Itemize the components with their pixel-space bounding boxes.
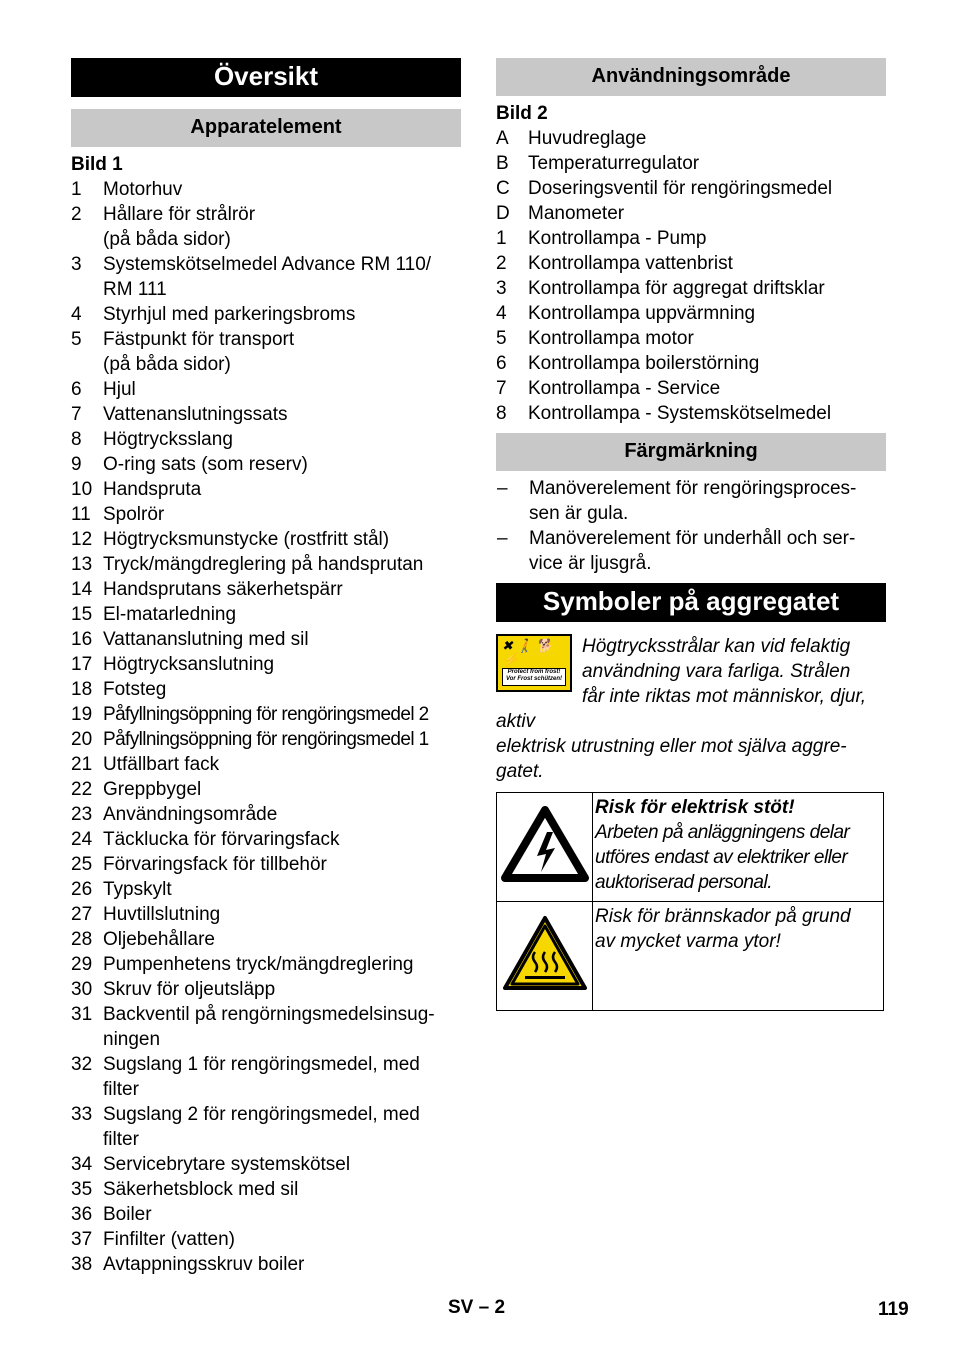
list-item	[71, 702, 461, 727]
item-number: 17	[71, 654, 93, 675]
item-text	[103, 1052, 461, 1102]
item-number: 10	[71, 479, 93, 500]
list-item	[71, 827, 461, 852]
item-text	[103, 1227, 461, 1252]
item-text	[103, 1102, 461, 1152]
item-text-line: ningen	[103, 1029, 161, 1050]
item-text-line: filter	[103, 1129, 139, 1150]
item-text	[103, 502, 461, 527]
warning-line: gatet.	[496, 761, 544, 782]
symbol-heading: Risk för elektrisk stöt!	[595, 797, 795, 818]
item-text	[103, 827, 461, 852]
item-number: 8	[71, 429, 82, 450]
list-item	[71, 927, 461, 952]
item-number: 36	[71, 1204, 93, 1225]
list-item	[71, 602, 461, 627]
component-list	[71, 177, 461, 1277]
item-text-line: Användningsområde	[103, 804, 278, 825]
item-number: 13	[71, 554, 93, 575]
item-text-line: Säkerhetsblock med sil	[103, 1179, 299, 1200]
item-number: 9	[71, 454, 82, 475]
item-text-line: Påfyllningsöppning för rengöringsmedel 1	[103, 729, 429, 750]
list-item	[496, 526, 886, 576]
list-item	[71, 477, 461, 502]
symbol-line: auktoriserad personal.	[595, 872, 772, 893]
item-text-line: Avtappningsskruv boiler	[103, 1254, 305, 1275]
item-text	[103, 1002, 461, 1052]
item-text: Kontrollampa - Service	[528, 378, 721, 399]
item-text-line: Manöverelement för rengöringsproces-	[529, 478, 857, 499]
item-number: B	[496, 153, 509, 174]
item-text	[103, 552, 461, 577]
item-number: 4	[496, 303, 507, 324]
symbols-table	[496, 792, 884, 1011]
symbol-line: Arbeten på anläggningens delar	[595, 822, 850, 843]
item-number: 4	[71, 304, 82, 325]
symbol-text-cell	[593, 793, 884, 902]
frost-label: Protect from frost! Vor Frost schützen!	[502, 668, 566, 686]
list-item	[71, 802, 461, 827]
item-text	[103, 327, 461, 377]
item-number: 21	[71, 754, 93, 775]
item-text	[103, 302, 461, 327]
item-number: 35	[71, 1179, 93, 1200]
item-number: D	[496, 203, 510, 224]
list-item	[71, 502, 461, 527]
section-heading-apparatelement: Apparatelement	[71, 109, 461, 147]
list-item	[496, 476, 886, 526]
symbol-icon-cell	[497, 902, 593, 1011]
list-item	[71, 952, 461, 977]
item-text-line: O-ring sats (som reserv)	[103, 454, 308, 475]
item-text: Manometer	[528, 203, 625, 224]
item-text: Doseringsventil för rengöringsmedel	[528, 178, 833, 199]
list-item	[71, 852, 461, 877]
item-number: 37	[71, 1229, 93, 1250]
item-number: 24	[71, 829, 93, 850]
item-text	[103, 777, 461, 802]
item-text	[103, 252, 461, 302]
item-text	[103, 602, 461, 627]
list-item	[496, 176, 886, 201]
list-item	[71, 877, 461, 902]
item-text-line: Skruv för oljeutsläpp	[103, 979, 276, 1000]
list-item	[71, 1002, 461, 1052]
list-item	[496, 351, 886, 376]
item-text	[103, 727, 461, 752]
list-item	[71, 627, 461, 652]
right-column	[496, 58, 886, 1011]
hot-surface-warning-icon	[501, 914, 589, 992]
symbol-icon-cell	[497, 793, 593, 902]
item-text-line: filter	[103, 1079, 139, 1100]
item-text	[103, 952, 461, 977]
item-number: 30	[71, 979, 93, 1000]
item-text	[103, 1202, 461, 1227]
item-number: 33	[71, 1104, 93, 1125]
item-text	[103, 402, 461, 427]
item-number: 19	[71, 704, 93, 725]
symbol-row	[497, 793, 884, 902]
dash-bullet: –	[497, 528, 508, 549]
item-text: Kontrollampa motor	[528, 328, 694, 349]
item-text-line: Hjul	[103, 379, 136, 400]
item-text-line: Hållare för strålrör	[103, 204, 256, 225]
item-text-line: Motorhuv	[103, 179, 183, 200]
item-text-line: Systemskötselmedel Advance RM 110/	[103, 254, 432, 275]
item-text	[103, 977, 461, 1002]
item-text-line: Spolrör	[103, 504, 165, 525]
item-text	[103, 927, 461, 952]
item-number: 14	[71, 579, 93, 600]
list-item	[71, 327, 461, 377]
list-item	[71, 252, 461, 302]
item-text	[103, 677, 461, 702]
item-text	[103, 527, 461, 552]
item-text: Kontrollampa boilerstörning	[528, 353, 760, 374]
list-item	[496, 276, 886, 301]
warning-line: användning vara farliga. Strålen	[582, 661, 851, 682]
item-text-line: sen är gula.	[529, 503, 629, 524]
frost-warning-label-icon	[496, 634, 572, 692]
item-number: 3	[71, 254, 82, 275]
list-item	[496, 151, 886, 176]
high-pressure-warning	[496, 634, 886, 784]
item-text-line: RM 111	[103, 279, 167, 300]
list-item	[496, 376, 886, 401]
item-text	[103, 177, 461, 202]
list-item	[71, 1177, 461, 1202]
item-text: Huvudreglage	[528, 128, 647, 149]
list-item	[71, 302, 461, 327]
item-text	[103, 577, 461, 602]
item-text	[103, 852, 461, 877]
control-list	[496, 126, 886, 426]
item-text-line: El-matarledning	[103, 604, 237, 625]
item-text-line: Sugslang 2 för rengöringsmedel, med	[103, 1104, 420, 1125]
item-text-line: Förvaringsfack för tillbehör	[103, 854, 327, 875]
item-number: 31	[71, 1004, 93, 1025]
list-item	[71, 752, 461, 777]
list-item	[496, 126, 886, 151]
item-text	[103, 802, 461, 827]
item-text	[103, 477, 461, 502]
item-number: C	[496, 178, 510, 199]
footer-language-page: SV – 2	[448, 1297, 506, 1318]
item-text-line: Manöverelement för underhåll och ser-	[529, 528, 856, 549]
warning-line: Högtrycksstrålar kan vid felaktig	[582, 636, 851, 657]
item-text: Kontrollampa för aggregat driftsklar	[528, 278, 825, 299]
item-number: 32	[71, 1054, 93, 1075]
item-text-line: Påfyllningsöppning för rengöringsmedel 2	[103, 704, 429, 725]
page-number: 119	[878, 1299, 909, 1320]
item-number: 2	[496, 253, 507, 274]
item-text-line: Vattenanslutningssats	[103, 404, 288, 425]
list-item	[71, 977, 461, 1002]
prohibition-pictograms-icon: ✖ 🚶 🐕 ⚡	[502, 638, 553, 667]
item-text	[103, 427, 461, 452]
item-text	[103, 202, 461, 252]
section-heading-anvandningsomrade: Användningsområde	[496, 58, 886, 96]
list-item	[71, 1227, 461, 1252]
item-text: Kontrollampa vattenbrist	[528, 253, 733, 274]
list-item	[71, 527, 461, 552]
item-text-line: Pumpenhetens tryck/mängdreglering	[103, 954, 414, 975]
item-number: 1	[71, 179, 82, 200]
item-text-line: Fotsteg	[103, 679, 167, 700]
item-text-line: Vattananslutning med sil	[103, 629, 309, 650]
list-item	[71, 777, 461, 802]
list-item	[71, 1102, 461, 1152]
item-text-line: Handsprutans säkerhetspärr	[103, 579, 343, 600]
item-text-line: Fästpunkt för transport	[103, 329, 295, 350]
symbol-row	[497, 902, 884, 1011]
list-item	[71, 177, 461, 202]
item-text-line: Högtrycksslang	[103, 429, 233, 450]
item-number: 3	[496, 278, 507, 299]
list-item	[496, 326, 886, 351]
item-text	[103, 1252, 461, 1277]
list-item	[71, 427, 461, 452]
list-item	[71, 727, 461, 752]
item-text-line: Huvtillslutning	[103, 904, 221, 925]
item-text	[103, 377, 461, 402]
item-text-line: Högtrycksmunstycke (rostfritt stål)	[103, 529, 390, 550]
warning-line: elektrisk utrustning eller mot själva aggre-	[496, 736, 847, 757]
item-text-line: Greppbygel	[103, 779, 202, 800]
item-text: Temperaturregulator	[528, 153, 700, 174]
item-text-line: Utfällbart fack	[103, 754, 220, 775]
item-number: 6	[71, 379, 82, 400]
item-number: 7	[496, 378, 507, 399]
list-item	[496, 226, 886, 251]
list-item	[496, 251, 886, 276]
item-text-line: Handspruta	[103, 479, 202, 500]
section-heading-fargmarkning: Färgmärkning	[496, 433, 886, 471]
item-number: 5	[496, 328, 507, 349]
item-text-line: (på båda sidor)	[103, 354, 231, 375]
list-item	[71, 1202, 461, 1227]
list-item	[496, 201, 886, 226]
item-text-line: (på båda sidor)	[103, 229, 231, 250]
item-number: 15	[71, 604, 93, 625]
page-title: Översikt	[71, 58, 461, 97]
list-item	[71, 202, 461, 252]
list-item	[71, 902, 461, 927]
item-text	[529, 476, 886, 526]
item-text	[103, 752, 461, 777]
item-text-line: Typskylt	[103, 879, 172, 900]
electric-shock-warning-icon	[501, 806, 589, 882]
list-item	[71, 577, 461, 602]
item-text-line: Täcklucka för förvaringsfack	[103, 829, 340, 850]
item-text-line: Högtrycksanslutning	[103, 654, 275, 675]
symbol-line: av mycket varma ytor!	[595, 931, 781, 952]
list-item	[71, 377, 461, 402]
item-number: 8	[496, 403, 507, 424]
item-number: 1	[496, 228, 507, 249]
symbols-title: Symboler på aggregatet	[496, 583, 886, 622]
item-number: 34	[71, 1154, 93, 1175]
item-number: 22	[71, 779, 93, 800]
item-text-line: Servicebrytare systemskötsel	[103, 1154, 351, 1175]
left-column	[71, 58, 461, 1277]
dash-bullet: –	[497, 478, 508, 499]
item-text	[103, 1152, 461, 1177]
item-text-line: Boiler	[103, 1204, 152, 1225]
item-text: Kontrollampa - Systemskötselmedel	[528, 403, 832, 424]
symbol-line: utföres endast av elektriker eller	[595, 847, 848, 868]
item-text-line: Finfilter (vatten)	[103, 1229, 235, 1250]
item-number: 25	[71, 854, 93, 875]
item-number: 12	[71, 529, 93, 550]
item-number: 28	[71, 929, 93, 950]
item-text-line: Tryck/mängdreglering på handsprutan	[103, 554, 424, 575]
item-text	[103, 702, 461, 727]
item-number: 29	[71, 954, 93, 975]
figure-label-bild-2: Bild 2	[496, 103, 548, 124]
item-text: Kontrollampa - Pump	[528, 228, 707, 249]
item-text	[103, 652, 461, 677]
item-number: 16	[71, 629, 93, 650]
item-text: Kontrollampa uppvärmning	[528, 303, 756, 324]
item-text-line: Backventil på rengörningsmedelsinsug-	[103, 1004, 435, 1025]
list-item	[71, 552, 461, 577]
list-item	[71, 677, 461, 702]
list-item	[71, 402, 461, 427]
item-text	[103, 877, 461, 902]
list-item	[496, 301, 886, 326]
item-number: A	[496, 128, 509, 149]
item-number: 27	[71, 904, 93, 925]
symbol-text-cell	[593, 902, 884, 1011]
figure-label-bild-1: Bild 1	[71, 154, 123, 175]
list-item	[71, 652, 461, 677]
item-number: 5	[71, 329, 82, 350]
warning-line: får inte riktas mot människor, djur, aktiv	[496, 686, 867, 732]
item-text	[103, 452, 461, 477]
list-item	[496, 401, 886, 426]
item-number: 23	[71, 804, 93, 825]
list-item	[71, 1252, 461, 1277]
item-number: 6	[496, 353, 507, 374]
item-number: 2	[71, 204, 82, 225]
list-item	[71, 452, 461, 477]
item-text	[103, 1177, 461, 1202]
item-text-line: vice är ljusgrå.	[529, 553, 652, 574]
item-text	[529, 526, 886, 576]
symbol-line: Risk för brännskador på grund	[595, 906, 851, 927]
item-text-line: Styrhjul med parkeringsbroms	[103, 304, 356, 325]
item-number: 11	[71, 504, 91, 525]
item-number: 7	[71, 404, 82, 425]
item-number: 20	[71, 729, 93, 750]
item-text	[103, 902, 461, 927]
list-item	[71, 1052, 461, 1102]
item-number: 38	[71, 1254, 93, 1275]
list-item	[71, 1152, 461, 1177]
item-text	[103, 627, 461, 652]
item-text-line: Sugslang 1 för rengöringsmedel, med	[103, 1054, 420, 1075]
item-text-line: Oljebehållare	[103, 929, 215, 950]
item-number: 18	[71, 679, 93, 700]
item-number: 26	[71, 879, 93, 900]
color-coding-list	[496, 476, 886, 576]
